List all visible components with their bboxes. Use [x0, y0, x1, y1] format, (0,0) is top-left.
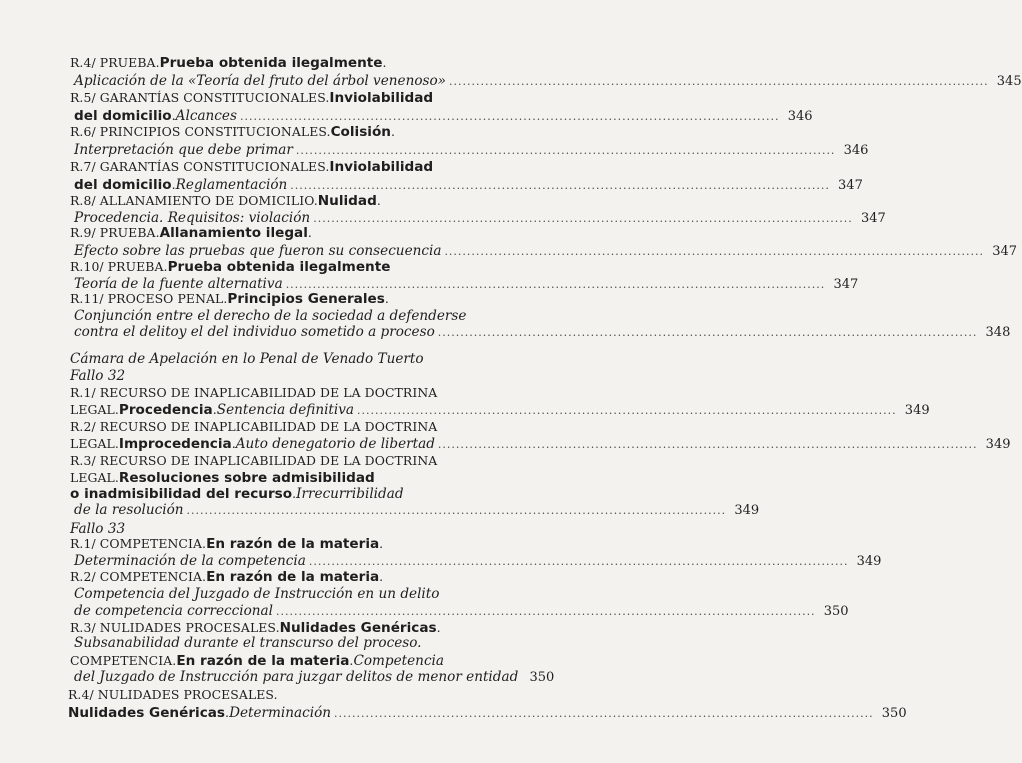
toc-entry-line: [68, 686, 500, 703]
toc-entry-line: [74, 324, 1011, 341]
page-number: 345: [996, 74, 1022, 89]
toc-entry-line: [70, 192, 500, 209]
page-number: 347: [992, 244, 1018, 259]
entry-topic: Nulidades Genéricas: [279, 620, 437, 636]
toc-entry-line: [74, 502, 760, 519]
toc-entry-line: [70, 123, 500, 140]
entry-subtopic: de la resolución: [74, 502, 184, 518]
entry-heading: R.3/ NULIDADES PROCESALES.: [70, 620, 280, 635]
entry-topic: En razón de la materia: [176, 653, 350, 669]
entry-punct: .: [225, 705, 230, 720]
entry-punct: .: [171, 108, 176, 123]
entry-heading: R.5/ GARANTÍAS CONSTITUCIONALES.: [70, 90, 330, 105]
entry-subtopic: Alcances: [175, 108, 237, 124]
entry-subtopic: Conjunción entre el derecho de la sociedad a defenderse: [74, 308, 467, 324]
dot-leader: ........................................................................................................................: [444, 245, 985, 258]
entry-subtopic: Fallo 32: [70, 368, 126, 384]
entry-heading: LEGAL.: [70, 470, 119, 485]
page-number: 346: [787, 109, 813, 124]
toc-entry-line: [74, 586, 500, 603]
entry-heading: R.8/ ALLANAMIENTO DE DOMICILIO.: [70, 193, 318, 208]
entry-subtopic: del Juzgado de Instrucción para juzgar delitos de menor entidad: [74, 669, 519, 685]
dot-leader: ........................................................................................................................: [285, 278, 826, 291]
toc-entry-line: [70, 652, 500, 669]
entry-subtopic: Procedencia. Requisitos: violación: [74, 210, 311, 226]
page-number: 347: [860, 211, 886, 226]
toc-entry-line: [70, 89, 500, 106]
entry-punct: .: [384, 291, 389, 306]
entry-topic: o inadmisibilidad del recurso: [70, 486, 293, 502]
toc-entry-line: [74, 73, 1022, 90]
entry-heading: R.11/ PROCESO PENAL.: [70, 291, 228, 306]
entry-topic: del domicilio: [74, 108, 172, 124]
page-number: 347: [833, 277, 859, 292]
toc-entry-line: [74, 669, 555, 686]
toc-entry-line: [70, 258, 500, 275]
entry-subtopic: Sentencia definitiva: [216, 402, 355, 418]
entry-subtopic: Irrecurribilidad: [296, 486, 404, 502]
toc-entry-line: [70, 158, 500, 175]
entry-heading: COMPETENCIA.: [70, 653, 177, 668]
entry-subtopic: Efecto sobre las pruebas que fueron su consecuencia: [74, 243, 442, 259]
entry-topic: Improcedencia: [118, 436, 232, 452]
toc-entry-line: [74, 603, 849, 620]
entry-topic: Nulidad: [317, 193, 377, 209]
entry-heading: R.10/ PRUEBA.: [70, 259, 168, 274]
entry-subtopic: Aplicación de la «Teoría del fruto del árbol venenoso»: [74, 73, 447, 89]
entry-subtopic: Teoría de la fuente alternativa: [74, 276, 283, 292]
entry-subtopic: Reglamentación: [175, 177, 288, 193]
entry-heading: LEGAL.: [70, 436, 119, 451]
toc-entry-line: [70, 619, 500, 636]
entry-subtopic: Interpretación que debe primar: [74, 142, 293, 158]
entry-topic: Procedencia: [118, 402, 213, 418]
entry-heading: R.1/ RECURSO DE INAPLICABILIDAD DE LA DOCTRINA: [70, 385, 438, 400]
dot-leader: ........................................................................................................................: [357, 404, 897, 417]
page-number: 348: [985, 325, 1011, 340]
entry-topic: En razón de la materia: [206, 536, 380, 552]
entry-punct: .: [436, 620, 441, 635]
page-number: 349: [856, 554, 882, 569]
entry-punct: .: [379, 569, 384, 584]
page-number: 346: [843, 143, 869, 158]
page-number: 349: [985, 437, 1011, 452]
entry-topic: Colisión: [330, 124, 391, 140]
toc-entry-line: [70, 535, 500, 552]
entry-punct: .: [376, 193, 381, 208]
page-number: 347: [838, 178, 863, 193]
toc-entry-line: [70, 452, 500, 469]
toc-entry-line: [74, 107, 813, 124]
entry-subtopic: Cámara de Apelación en lo Penal de Venado Tuerto: [70, 351, 424, 367]
entry-punct: .: [382, 55, 387, 70]
toc-entry-line: [70, 469, 500, 486]
entry-subtopic: Auto denegatorio de libertad: [235, 436, 435, 452]
dot-leader: ........................................................................................................................: [334, 707, 874, 720]
entry-topic: del domicilio: [74, 177, 172, 193]
entry-punct: .: [231, 436, 236, 451]
entry-heading: R.9/ PRUEBA.: [70, 225, 160, 240]
page-number: 350: [881, 706, 907, 721]
entry-punct: .: [212, 402, 217, 417]
entry-subtopic: Determinación: [229, 705, 332, 721]
page-number: 350: [823, 604, 849, 619]
toc-entry-line: [70, 54, 500, 71]
toc-entry-line: [68, 704, 907, 721]
entry-subtopic: Fallo 33: [70, 521, 126, 537]
entry-topic: Principios Generales: [227, 291, 385, 307]
entry-heading: R.4/ PRUEBA.: [70, 55, 160, 70]
dot-leader: ........................................................................................................................: [308, 555, 849, 568]
toc-entry-line: [70, 384, 500, 401]
entry-topic: Nulidades Genéricas: [68, 705, 226, 721]
page-number: 349: [904, 403, 930, 418]
dot-leader: ........................................................................................................................: [313, 212, 853, 225]
entry-punct: .: [307, 225, 312, 240]
toc-entry-line: [70, 401, 930, 418]
toc-entry-line: [74, 308, 500, 325]
entry-topic: Inviolabilidad: [329, 159, 434, 175]
entry-subtopic: Determinación de la competencia: [74, 553, 306, 569]
dot-leader: ........................................................................................................................: [186, 504, 727, 517]
entry-subtopic: Competencia del Juzgado de Instrucción en un delito: [74, 586, 440, 602]
dot-leader: ........................................................................................................................: [437, 438, 978, 451]
entry-subtopic: de competencia correccional: [74, 603, 273, 619]
entry-heading: R.2/ RECURSO DE INAPLICABILIDAD DE LA DOCTRINA: [70, 419, 438, 434]
toc-entry-line: [74, 142, 869, 159]
entry-topic: Allanamiento ilegal: [159, 225, 308, 241]
dot-leader: ........................................................................................................................: [295, 144, 836, 157]
dot-leader: ........................................................................................................................: [290, 179, 830, 192]
entry-heading: R.3/ RECURSO DE INAPLICABILIDAD DE LA DOCTRINA: [70, 453, 438, 468]
entry-heading: R.6/ PRINCIPIOS CONSTITUCIONALES.: [70, 124, 331, 139]
entry-topic: En razón de la materia: [206, 569, 380, 585]
toc-entry-line: [70, 368, 500, 385]
entry-heading: R.2/ COMPETENCIA.: [70, 569, 207, 584]
toc-entry-line: [74, 176, 863, 193]
entry-topic: Prueba obtenida ilegalmente: [167, 259, 391, 275]
entry-topic: Resoluciones sobre admisibilidad: [118, 470, 375, 486]
toc-entry-line: [70, 418, 500, 435]
dot-leader: ........................................................................................................................: [437, 326, 978, 339]
entry-punct: .: [390, 124, 396, 139]
toc-entry-line: [74, 635, 500, 652]
dot-leader: ........................................................................................................................: [275, 605, 816, 618]
entry-topic: Inviolabilidad: [329, 90, 434, 106]
toc-entry-line: [70, 485, 500, 502]
entry-subtopic: Subsanabilidad durante el transcurso del proceso.: [74, 635, 422, 651]
toc-entry-line: [70, 290, 500, 307]
entry-punct: .: [379, 536, 384, 551]
entry-subtopic: contra el delitoy el del individuo sometido a proceso: [74, 324, 435, 340]
entry-heading: R.1/ COMPETENCIA.: [70, 536, 207, 551]
entry-heading: LEGAL.: [70, 402, 119, 417]
entry-punct: .: [292, 486, 297, 501]
entry-punct: .: [171, 177, 176, 192]
entry-subtopic: Competencia: [353, 653, 445, 669]
entry-punct: .: [349, 653, 354, 668]
toc-entry-line: [70, 435, 1011, 452]
toc-entry-line: [70, 568, 500, 585]
dot-leader: ........................................................................................................................: [239, 110, 780, 123]
toc-entry-line: [70, 351, 500, 368]
dot-leader: ........................................................................................................................: [449, 75, 989, 88]
entry-heading: R.7/ GARANTÍAS CONSTITUCIONALES.: [70, 159, 330, 174]
toc-entry-line: [70, 224, 500, 241]
entry-topic: Prueba obtenida ilegalmente: [159, 55, 383, 71]
page-number: 349: [734, 503, 760, 518]
entry-heading: R.4/ NULIDADES PROCESALES.: [68, 687, 278, 702]
page-number: 350: [529, 670, 555, 685]
